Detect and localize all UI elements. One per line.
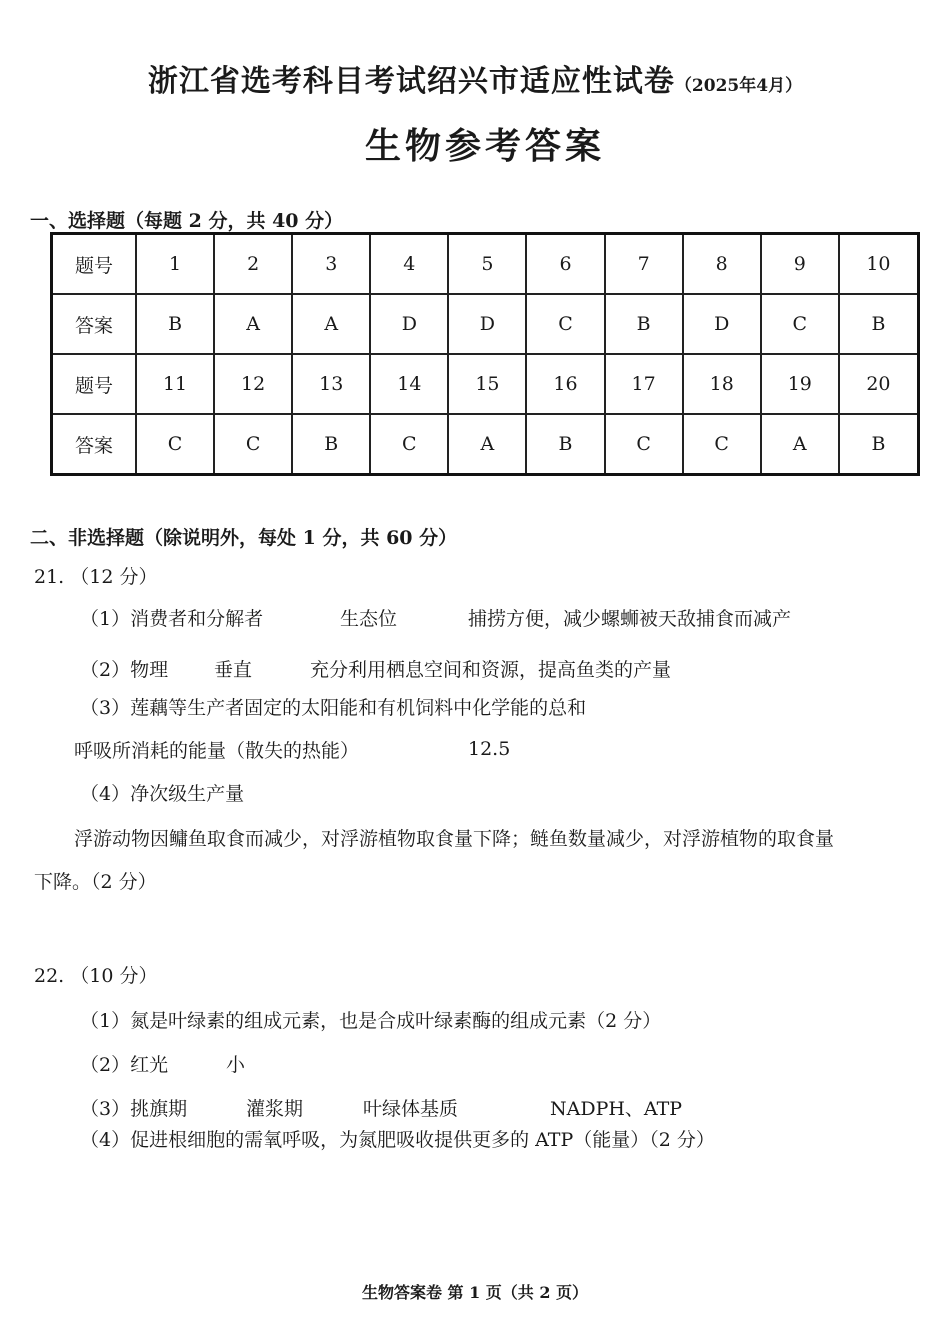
question-number: 2 [214, 234, 292, 295]
question-number: 16 [526, 354, 604, 414]
q22-p2-answer-b: 小 [226, 1054, 246, 1076]
question-number: 7 [605, 234, 683, 295]
q21-p4-line2: 下降。（2 分） [34, 871, 157, 893]
q21-title: 21. （12 分） [34, 566, 158, 588]
answer-cell: C [370, 414, 448, 475]
answer-cell: D [370, 294, 448, 354]
q21-p3-line2: 呼吸所消耗的能量（散失的热能） [74, 740, 360, 762]
q21-p1-answer-b: 生态位 [340, 608, 398, 630]
answer-cell: C [683, 414, 761, 475]
section1-heading: 一、选择题（每题 2 分，共 40 分） [30, 210, 344, 232]
q21-p1-label: （1）消费者和分解者 [80, 608, 264, 630]
page-footer: 生物答案卷 第 1 页（共 2 页） [361, 1283, 589, 1302]
answer-cell: A [292, 294, 370, 354]
question-number: 4 [370, 234, 448, 295]
q22-p1: （1）氮是叶绿素的组成元素，也是合成叶绿素酶的组成元素（2 分） [80, 1010, 662, 1032]
question-number: 17 [605, 354, 683, 414]
q21-p3-value: 12.5 [468, 738, 511, 760]
question-number: 15 [448, 354, 526, 414]
answer-cell: B [839, 294, 919, 354]
q22-p2-label: （2）红光 [80, 1054, 169, 1076]
answer-cell: B [526, 414, 604, 475]
question-number: 11 [136, 354, 214, 414]
answer-cell: C [214, 414, 292, 475]
answer-cell: A [214, 294, 292, 354]
table-row [52, 354, 919, 414]
table-row [52, 414, 919, 475]
question-number: 10 [839, 234, 919, 295]
q21-p4-label: （4）净次级生产量 [80, 783, 245, 805]
exam-title [0, 56, 950, 100]
q21-p4-line1: 浮游动物因鳙鱼取食而减少，对浮游植物取食量下降；鲢鱼数量减少，对浮游植物的取食量 [74, 828, 835, 850]
question-number: 6 [526, 234, 604, 295]
question-number: 8 [683, 234, 761, 295]
q21-p2-label: （2）物理 [80, 659, 169, 681]
exam-date: （2025年4月） [674, 76, 803, 96]
question-number: 1 [136, 234, 214, 295]
row-label-answer: 答案 [52, 294, 137, 354]
question-number: 13 [292, 354, 370, 414]
answer-cell: B [292, 414, 370, 475]
answer-cell: C [526, 294, 604, 354]
q21-p1-answer-c: 捕捞方便，减少螺蛳被天敌捕食而减产 [468, 608, 792, 630]
question-number: 12 [214, 354, 292, 414]
question-number: 3 [292, 234, 370, 295]
table-row [52, 294, 919, 354]
answer-cell: A [448, 414, 526, 475]
answer-cell: B [839, 414, 919, 475]
q22-p3-answer-c: 叶绿体基质 [363, 1098, 459, 1120]
q22-p3-answer-b: 灌浆期 [246, 1098, 304, 1120]
section2-heading: 二、非选择题（除说明外，每处 1 分，共 60 分） [30, 527, 458, 549]
answer-cell: C [605, 414, 683, 475]
question-number: 14 [370, 354, 448, 414]
answer-cell: C [136, 414, 214, 475]
answer-cell: B [605, 294, 683, 354]
answer-cell: C [761, 294, 839, 354]
question-number: 5 [448, 234, 526, 295]
q22-p4: （4）促进根细胞的需氧呼吸，为氮肥吸收提供更多的 ATP（能量）（2 分） [80, 1129, 715, 1151]
q22-p3-answer-d: NADPH、ATP [550, 1098, 683, 1120]
page-subtitle: 生物参考答案 [364, 125, 605, 167]
q21-p3-line1: （3）莲藕等生产者固定的太阳能和有机饲料中化学能的总和 [80, 697, 587, 719]
question-number: 18 [683, 354, 761, 414]
answer-cell: D [683, 294, 761, 354]
table-row [52, 234, 919, 295]
row-label-answer: 答案 [52, 414, 137, 475]
q21-p2-answer-c: 充分利用栖息空间和资源，提高鱼类的产量 [310, 659, 672, 681]
q21-p2-answer-b: 垂直 [214, 659, 253, 681]
question-number: 20 [839, 354, 919, 414]
answer-cell: A [761, 414, 839, 475]
q22-title: 22. （10 分） [34, 965, 158, 987]
exam-title-text: 浙江省选考科目考试绍兴市适应性试卷 [147, 64, 675, 99]
question-number: 9 [761, 234, 839, 295]
row-label-question: 题号 [52, 354, 137, 414]
row-label-question: 题号 [52, 234, 137, 295]
answer-cell: B [136, 294, 214, 354]
answer-table [50, 232, 920, 476]
q22-p3-label: （3）挑旗期 [80, 1098, 188, 1120]
question-number: 19 [761, 354, 839, 414]
answer-cell: D [448, 294, 526, 354]
